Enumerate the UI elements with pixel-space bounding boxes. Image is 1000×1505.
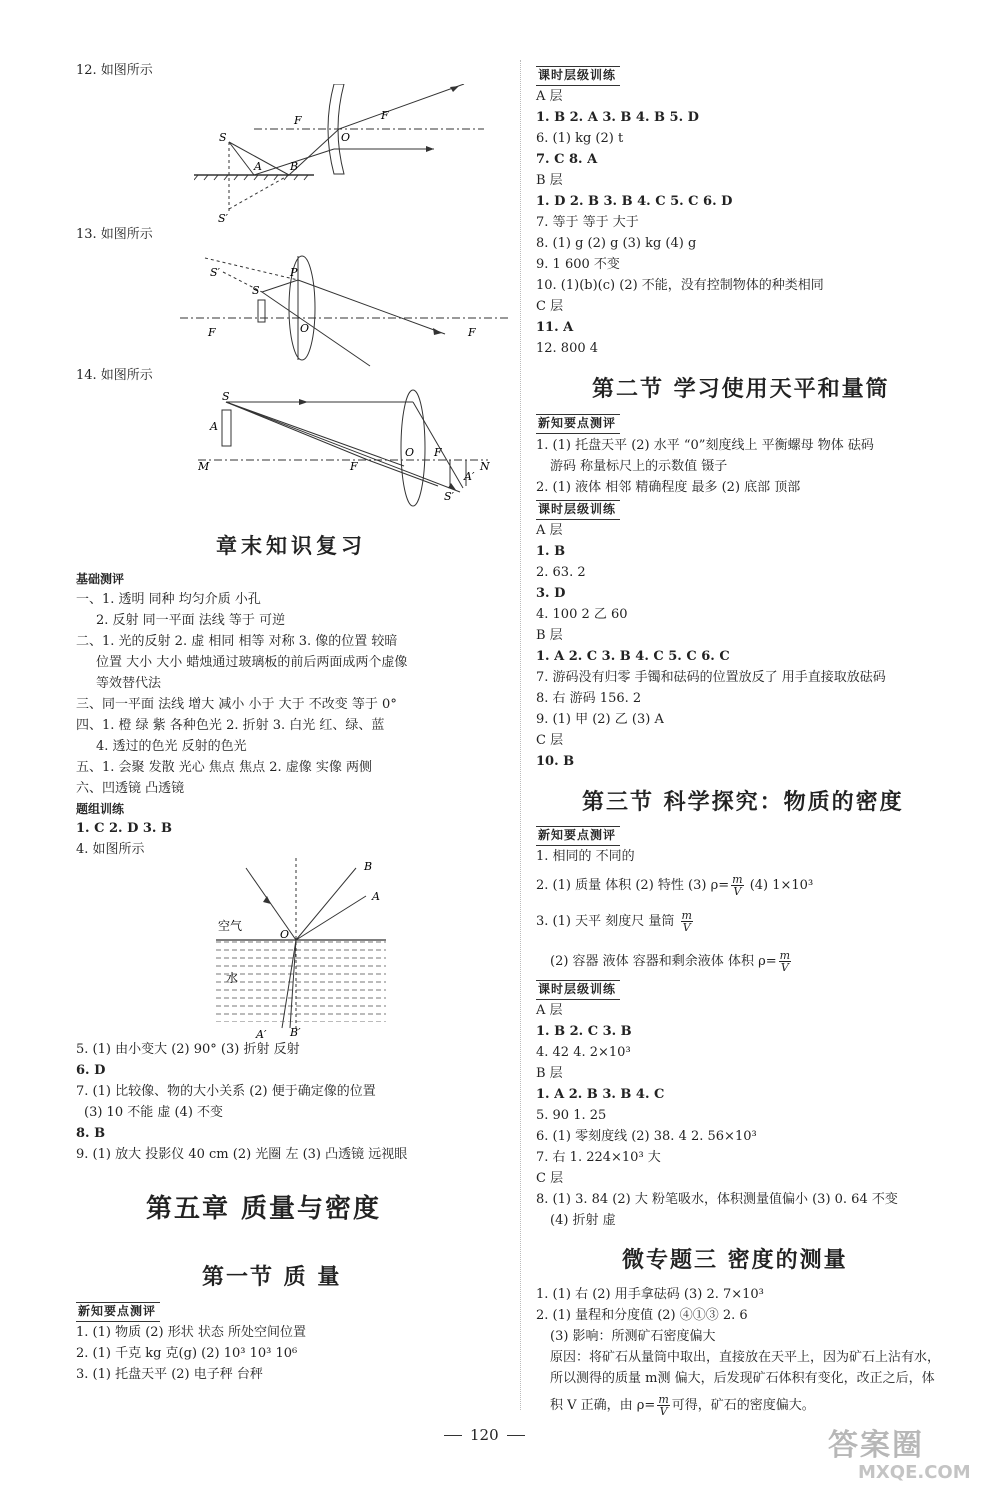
label-o: O xyxy=(300,322,310,335)
sec3-line-3-text: 3. (1) 天平 刻度尺 量筒 xyxy=(536,914,675,929)
ray-s-a xyxy=(229,142,254,175)
review-line-4b: 4. 透过的色光 反射的色光 xyxy=(96,739,247,754)
a-line-7: 7. C 8. A xyxy=(536,152,598,167)
arrow-2 xyxy=(426,146,434,152)
virtual-ray xyxy=(229,175,289,209)
tizu-line-5: 5. (1) 由小变大 (2) 90° (3) 折射 反射 xyxy=(76,1042,300,1057)
sec2-line-1a: 1. (1) 托盘天平 (2) 水平 “0”刻度线上 平衡螺母 物体 砝码 xyxy=(536,438,874,453)
ray-refracted xyxy=(413,402,463,488)
tag-xinzhi-2: 新知要点测评 xyxy=(536,414,620,434)
b3-line-6: 6. (1) 零刻度线 (2) 38. 4 2. 56×10³ xyxy=(536,1129,757,1144)
micro-line-3: (3) 影响：所测矿石密度偏大 xyxy=(550,1329,716,1344)
label-sp: S′ xyxy=(218,212,229,225)
label-p: P xyxy=(290,266,298,279)
b3-line-5: 5. 90 1. 25 xyxy=(536,1108,607,1123)
label-n: N xyxy=(480,460,490,473)
label-s: S xyxy=(219,131,227,144)
label-air: 空气 xyxy=(218,919,243,933)
tag-xinzhi-1: 新知要点测评 xyxy=(76,1302,160,1322)
sec2-line-1b: 游码 称量标尺上的示数值 镊子 xyxy=(550,459,728,474)
tizu-line-9: 9. (1) 放大 投影仪 40 cm (2) 光圈 左 (3) 凸透镜 远视眼 xyxy=(76,1147,408,1162)
review-title: 章末知识复习 xyxy=(216,534,366,558)
figure-4-diagram xyxy=(216,858,396,1040)
label-ap: A′ xyxy=(464,470,475,483)
arrow-1 xyxy=(450,86,459,92)
candle-shape xyxy=(222,410,231,446)
tag-keshi-3: 课时层级训练 xyxy=(536,980,620,1000)
density-fraction-1: $\frac{m}{V}$ xyxy=(732,873,743,898)
section-3-title: 第三节 科学探究：物质的密度 xyxy=(582,790,904,815)
level-c-2: C 层 xyxy=(536,733,564,748)
level-a-3: A 层 xyxy=(536,1003,563,1018)
density-fraction-3: $\frac{m}{V}$ xyxy=(779,949,791,974)
level-b: B 层 xyxy=(536,173,563,188)
figure-14 xyxy=(198,388,498,513)
label-f2: F xyxy=(434,446,442,459)
a3-line-4: 4. 42 4. 2×10³ xyxy=(536,1045,631,1060)
section-1-title: 第一节 质 量 xyxy=(202,1265,342,1290)
b-line-1: 1. D 2. B 3. B 4. C 5. C 6. D xyxy=(536,194,733,209)
ray-3 xyxy=(226,402,404,466)
column-divider xyxy=(520,60,521,1410)
label-sp: S′ xyxy=(444,490,455,503)
review-line-2a: 二、1. 光的反射 2. 虚 相同 相等 对称 3. 像的位置 较暗 xyxy=(76,634,398,649)
arrow-1 xyxy=(299,399,308,405)
label-a: A xyxy=(372,890,380,903)
label-sp: S′ xyxy=(210,266,221,279)
a-line-6: 6. (1) kg (2) t xyxy=(536,131,624,146)
tizu-line-8: 8. B xyxy=(76,1126,106,1141)
label-o: O xyxy=(341,131,351,144)
label-bp: B′ xyxy=(290,1026,301,1039)
tag-keshi-2: 课时层级训练 xyxy=(536,500,620,520)
review-line-2b: 位置 大小 大小 蜡烛通过玻璃板的前后两面成两个虚像 xyxy=(96,655,408,670)
b2-line-1: 1. A 2. C 3. B 4. C 5. C 6. C xyxy=(536,649,730,664)
micro-line-6 xyxy=(550,1394,815,1417)
chapter-title: 第五章 质量与密度 xyxy=(146,1194,382,1224)
level-c-3: C 层 xyxy=(536,1171,564,1186)
subtitle-jichu: 基础测评 xyxy=(76,572,125,586)
a-line-1: 1. B 2. A 3. B 4. B 5. D xyxy=(536,110,699,125)
sec3-line-2-tail: (4) 1×10³ xyxy=(749,878,814,893)
label-a: A xyxy=(210,420,218,433)
c-line-12: 12. 800 4 xyxy=(536,341,599,356)
label-o: O xyxy=(405,446,415,459)
micro-line-4: 原因：将矿石从量筒中取出，直接放在天平上，因为矿石上沾有水， xyxy=(550,1350,941,1365)
arrow-1 xyxy=(433,328,442,335)
page-number: 120 xyxy=(470,1426,499,1444)
tizu-line-7b: (3) 10 不能 虚 (4) 不变 xyxy=(84,1105,224,1120)
label-s: S xyxy=(252,284,260,297)
label-f2: F xyxy=(381,109,389,122)
review-line-4a: 四、1. 橙 绿 紫 各种色光 2. 折射 3. 白光 红、绿、蓝 xyxy=(76,718,385,733)
a2-line-3: 3. D xyxy=(536,586,566,601)
label-a: A xyxy=(254,160,262,173)
review-line-2c: 等效替代法 xyxy=(96,676,162,691)
sec2-line-2: 2. (1) 液体 相邻 精确程度 最多 (2) 底部 顶部 xyxy=(536,480,801,495)
sec3-line-1: 1. 相同的 不同的 xyxy=(536,849,635,864)
b-line-8: 8. (1) g (2) g (3) kg (4) g xyxy=(536,236,697,251)
review-line-5: 五、1. 会聚 发散 光心 焦点 焦点 2. 虚像 实像 两侧 xyxy=(76,760,372,775)
level-b-2: B 层 xyxy=(536,628,563,643)
section-2-title: 第二节 学习使用天平和量筒 xyxy=(592,377,890,402)
label-b: B xyxy=(290,160,299,173)
label-m: M xyxy=(198,460,210,473)
water-area xyxy=(216,940,386,1022)
b-line-10: 10. (1)(b)(c) (2) 不能，没有控制物体的种类相同 xyxy=(536,278,824,293)
micro-line-6-tail: 可得，矿石的密度偏大。 xyxy=(671,1398,815,1413)
label-f1: F xyxy=(208,326,216,339)
arrow-2 xyxy=(448,483,456,490)
q12-label: 12. 如图所示 xyxy=(76,63,153,78)
density-fraction-4: $\frac{m}{V}$ xyxy=(658,1393,669,1418)
review-line-6: 六、凹透镜 凸透镜 xyxy=(76,781,185,796)
tizu-line-7a: 7. (1) 比较像、物的大小关系 (2) 便于确定像的位置 xyxy=(76,1084,376,1099)
b-line-9: 9. 1 600 不变 xyxy=(536,257,620,272)
level-a: A 层 xyxy=(536,89,563,104)
b2-line-8: 8. 右 游码 156. 2 xyxy=(536,691,642,706)
review-line-3: 三、同一平面 法线 增大 减小 小于 大于 不改变 等于 0° xyxy=(76,697,397,712)
label-f2: F xyxy=(468,326,476,339)
subtitle-tizu: 题组训练 xyxy=(76,802,125,816)
c2-line-10: 10. B xyxy=(536,754,575,769)
label-f1: F xyxy=(350,460,358,473)
label-f1: F xyxy=(294,114,302,127)
c3-line-8b: (4) 折射 虚 xyxy=(550,1213,616,1228)
c3-line-8a: 8. (1) 3. 84 (2) 大 粉笔吸水，体积测量值偏小 (3) 0. 64 不变 xyxy=(536,1192,898,1207)
review-line-1b: 2. 反射 同一平面 法线 等于 可逆 xyxy=(96,613,286,628)
density-fraction-2: $\frac{m}{V}$ xyxy=(681,909,692,934)
level-c: C 层 xyxy=(536,299,564,314)
figure-12 xyxy=(194,84,494,234)
label-o: O xyxy=(280,928,290,941)
micro-line-2: 2. (1) 量程和分度值 (2) ④①③ 2. 6 xyxy=(536,1308,748,1323)
level-a-2: A 层 xyxy=(536,523,563,538)
micro-line-6-text: 积 V 正确，由 ρ= xyxy=(550,1398,656,1413)
sec1-line-3: 3. (1) 托盘天平 (2) 电子秤 台秤 xyxy=(76,1367,263,1382)
reflected-ray-a xyxy=(296,896,366,940)
label-s: S xyxy=(222,390,230,403)
label-water: 水 xyxy=(226,971,239,985)
arrow-in xyxy=(263,896,271,904)
ray-s-o xyxy=(262,292,370,366)
level-b-3: B 层 xyxy=(536,1066,563,1081)
tizu-line-1: 1. C 2. D 3. B xyxy=(76,821,172,836)
sec3-line-4 xyxy=(550,950,793,973)
b3-line-1: 1. A 2. B 3. B 4. C xyxy=(536,1087,665,1102)
b2-line-7: 7. 游码没有归零 手镯和砝码的位置放反了 用手直接取放砝码 xyxy=(536,670,886,685)
a3-line-1: 1. B 2. C 3. B xyxy=(536,1024,632,1039)
tag-keshi-1: 课时层级训练 xyxy=(536,66,620,86)
ray-out-1 xyxy=(339,84,464,129)
reflected-ray-b xyxy=(296,868,356,940)
q13-label: 13. 如图所示 xyxy=(76,227,153,242)
micro-line-1: 1. (1) 右 (2) 用手拿砝码 (3) 2. 7×10³ xyxy=(536,1287,764,1302)
figure-4 xyxy=(216,858,396,1040)
a2-line-1: 1. B xyxy=(536,544,566,559)
tizu-line-6: 6. D xyxy=(76,1063,106,1078)
watermark-logo: 答案圈 xyxy=(828,1428,924,1463)
sec1-line-2: 2. (1) 千克 kg 克(g) (2) 10³ 10³ 10⁶ xyxy=(76,1346,298,1361)
review-line-1a: 一、1. 透明 同种 均匀介质 小孔 xyxy=(76,592,261,607)
figure-13-diagram xyxy=(180,246,510,376)
candle-shape xyxy=(258,300,265,322)
c-line-11: 11. A xyxy=(536,320,574,335)
b-line-7: 7. 等于 等于 大于 xyxy=(536,215,639,230)
figure-14-diagram xyxy=(198,388,498,513)
ray-4 xyxy=(226,402,368,460)
b2-line-9: 9. (1) 甲 (2) 乙 (3) A xyxy=(536,712,664,727)
q14-label: 14. 如图所示 xyxy=(76,368,153,383)
sec3-line-3 xyxy=(536,910,695,933)
sec3-line-2 xyxy=(536,874,813,897)
tizu-line-4: 4. 如图所示 xyxy=(76,842,145,857)
ray-p-f xyxy=(298,280,445,334)
tag-xinzhi-3: 新知要点测评 xyxy=(536,826,620,846)
label-b: B xyxy=(364,860,373,873)
sec1-line-1: 1. (1) 物质 (2) 形状 状态 所处空间位置 xyxy=(76,1325,307,1340)
ray-s-p xyxy=(262,280,298,292)
label-ap: A′ xyxy=(256,1028,267,1040)
sec3-line-2-text: 2. (1) 质量 体积 (2) 特性 (3) ρ= xyxy=(536,878,730,893)
a2-line-2: 2. 63. 2 xyxy=(536,565,586,580)
a2-line-4: 4. 100 2 乙 60 xyxy=(536,607,628,622)
micro-line-5: 所以测得的质量 m测 偏大，后发现矿石体积有变化，改正之后，体 xyxy=(550,1371,935,1386)
sec3-line-4-text: (2) 容器 液体 容器和剩余液体 体积 ρ= xyxy=(550,954,777,969)
b3-line-7: 7. 右 1. 224×10³ 大 xyxy=(536,1150,661,1165)
figure-12-diagram xyxy=(194,84,494,234)
figure-13 xyxy=(180,246,510,376)
section-4-title: 微专题三 密度的测量 xyxy=(622,1248,848,1273)
watermark-url: MXQE.COM xyxy=(858,1462,971,1483)
